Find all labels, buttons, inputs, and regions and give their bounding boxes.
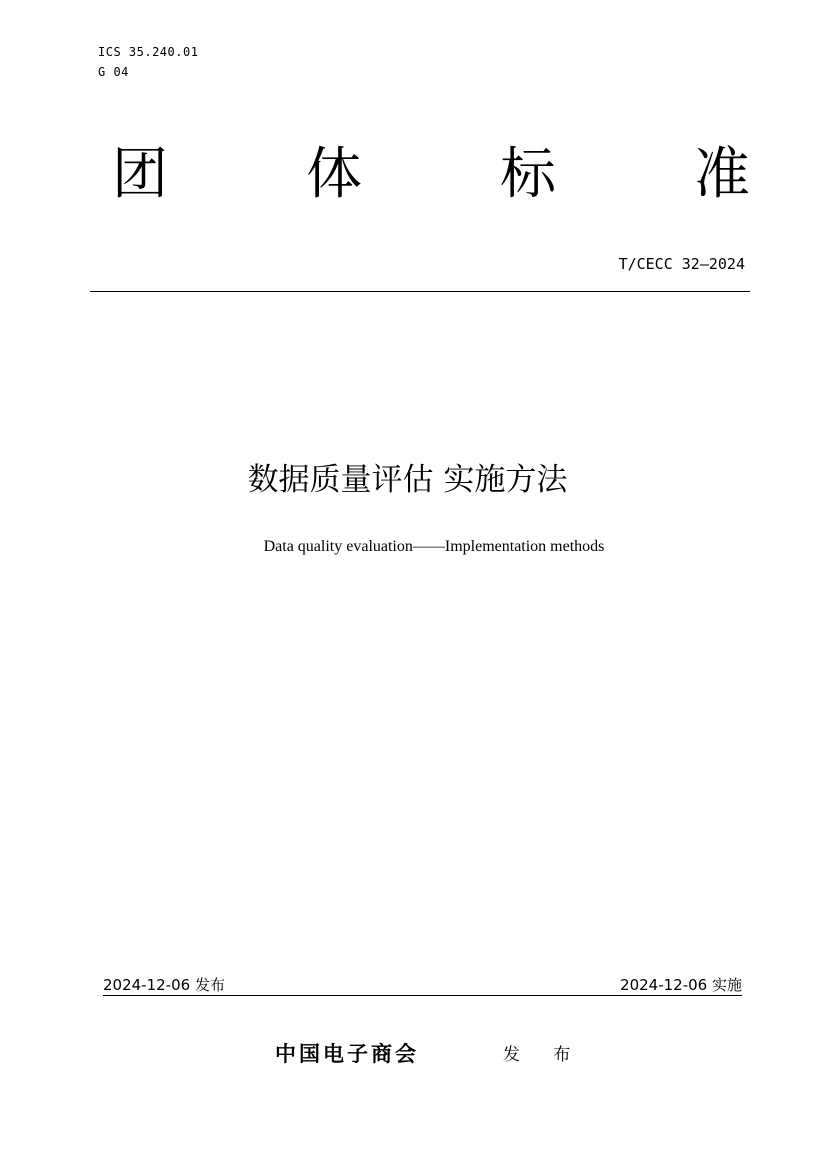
footer-divider <box>103 995 742 996</box>
standard-type-heading <box>112 140 750 210</box>
classification-codes <box>98 42 198 82</box>
issue-date: 2024-12-06 发布 <box>103 976 225 994</box>
standard-number: T/CECC 32—2024 <box>618 255 745 273</box>
ics-code: ICS 35.240.01 <box>98 45 199 59</box>
standard-type-char: 标 <box>500 142 556 207</box>
document-title-english: Data quality evaluation——Implementation methods <box>263 538 605 555</box>
standard-type-char: 团 <box>112 142 168 207</box>
header-divider <box>90 291 750 292</box>
standard-type-char: 体 <box>306 142 362 207</box>
implementation-date: 2024-12-06 实施 <box>620 976 742 994</box>
document-title-chinese: 数据质量评估 实施方法 <box>247 462 568 498</box>
publish-verb: 发 布 <box>503 1045 585 1065</box>
publisher-name: 中国电子商会 <box>275 1041 419 1066</box>
ccs-code: G 04 <box>98 65 129 79</box>
standard-type-char: 准 <box>694 142 750 207</box>
